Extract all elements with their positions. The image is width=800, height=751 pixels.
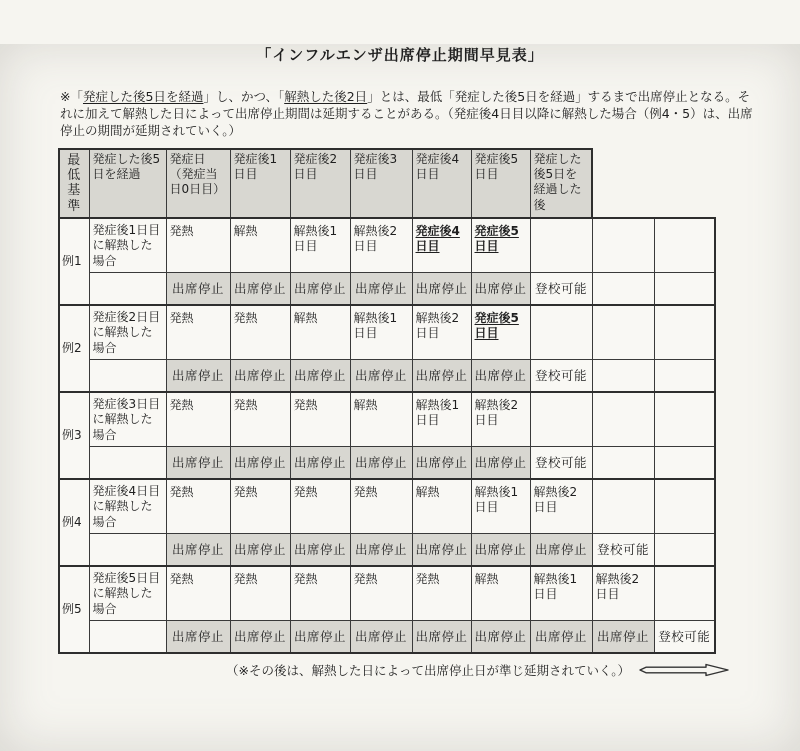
column-header-cell: 発症した後5日を経過した後: [530, 149, 592, 218]
attendance-stop-cell: 出席停止: [290, 621, 350, 653]
empty-cell: [592, 392, 654, 447]
day-state-cell: 解熱: [290, 305, 350, 360]
example-label: 例3: [59, 392, 89, 479]
day-state-cell: 発熱: [230, 479, 290, 534]
day-state-cell: 解熱後1日目: [530, 566, 592, 621]
day-state-cell: 発熱: [166, 305, 230, 360]
attendance-stop-cell: 出席停止: [230, 273, 290, 305]
attendance-stop-cell: 出席停止: [471, 447, 530, 479]
attendance-stop-cell: 出席停止: [412, 447, 471, 479]
day-state-cell: 発熱: [290, 479, 350, 534]
day-state-cell: 発熱: [230, 392, 290, 447]
extension-arrow-icon: [638, 662, 730, 678]
empty-cell: [654, 305, 715, 360]
empty-cell: [654, 447, 715, 479]
column-header-cell: 発症した後5日を経過: [89, 149, 166, 218]
attendance-stop-cell: 出席停止: [471, 621, 530, 653]
day-state-cell: 解熱後1日目: [290, 218, 350, 273]
day-state-cell: 発症後5日目: [471, 218, 530, 273]
attendance-stop-cell: 出席停止: [592, 621, 654, 653]
day-state-cell: 解熱後1日目: [350, 305, 412, 360]
day-state-cell: 発症後4日目: [412, 218, 471, 273]
attendance-ok-cell: 登校可能: [654, 621, 715, 653]
case-empty-cell: [89, 447, 166, 479]
schedule-table: [58, 148, 716, 654]
empty-cell: [654, 218, 715, 273]
document-title: 「インフルエンザ出席停止期間早見表」: [256, 46, 544, 64]
attendance-stop-cell: 出席停止: [290, 273, 350, 305]
attendance-stop-cell: 出席停止: [290, 447, 350, 479]
empty-cell: [592, 479, 654, 534]
note-plain-text: ※「: [60, 89, 83, 104]
attendance-ok-cell: 登校可能: [530, 273, 592, 305]
column-header-cell: 発症後3日目: [350, 149, 412, 218]
example-label: 例5: [59, 566, 89, 653]
empty-cell: [654, 534, 715, 566]
day-state-cell: 発熱: [166, 566, 230, 621]
empty-cell: [592, 360, 654, 392]
attendance-stop-cell: 出席停止: [350, 534, 412, 566]
day-state-cell: 発熱: [166, 479, 230, 534]
day-state-cell: 解熱後1日目: [412, 392, 471, 447]
note-plain-text: 」とは、最低「発症した後5日を経過」するまで出席停止となる。それに加えて解熱した日によって出席停止期間は延期することがある。（発症後4日目以降に解熱した場合（例4・5）は、出席停止の期間が延期されていく。）: [60, 89, 753, 138]
case-empty-cell: [89, 360, 166, 392]
empty-cell: [654, 273, 715, 305]
empty-cell: [530, 305, 592, 360]
attendance-stop-cell: 出席停止: [530, 534, 592, 566]
case-description-cell: 発症後4日目に解熱した場合: [89, 479, 166, 534]
note-underlined-phrase: 解熱した後2日: [284, 89, 368, 104]
day-state-cell: 発熱: [350, 566, 412, 621]
attendance-stop-cell: 出席停止: [290, 534, 350, 566]
corner-header-label: 最低基準: [67, 152, 81, 214]
day-state-cell: 解熱: [230, 218, 290, 273]
attendance-stop-cell: 出席停止: [412, 273, 471, 305]
day-state-cell: 発熱: [166, 392, 230, 447]
case-description-cell: 発症後3日目に解熱した場合: [89, 392, 166, 447]
column-header-cell: 発症後1日目: [230, 149, 290, 218]
example-label: 例1: [59, 218, 89, 305]
day-state-cell: 発熱: [166, 218, 230, 273]
day-state-cell: 発熱: [230, 305, 290, 360]
empty-cell: [592, 218, 654, 273]
attendance-stop-cell: 出席停止: [412, 621, 471, 653]
attendance-stop-cell: 出席停止: [230, 534, 290, 566]
note-underlined-phrase: 発症した後5日を経過: [82, 89, 204, 104]
ghost-cell: [592, 149, 654, 218]
empty-cell: [654, 479, 715, 534]
day-state-cell: 解熱後2日目: [471, 392, 530, 447]
empty-cell: [530, 218, 592, 273]
case-description-cell: 発症後5日目に解熱した場合: [89, 566, 166, 621]
empty-cell: [530, 392, 592, 447]
attendance-ok-cell: 登校可能: [592, 534, 654, 566]
empty-cell: [654, 392, 715, 447]
attendance-stop-cell: 出席停止: [350, 447, 412, 479]
attendance-stop-cell: 出席停止: [350, 273, 412, 305]
case-empty-cell: [89, 621, 166, 653]
day-state-cell: 解熱: [412, 479, 471, 534]
attendance-stop-cell: 出席停止: [166, 534, 230, 566]
attendance-stop-cell: 出席停止: [166, 273, 230, 305]
empty-cell: [654, 360, 715, 392]
attendance-stop-cell: 出席停止: [230, 447, 290, 479]
ghost-cell: [654, 149, 715, 218]
case-description-cell: 発症後2日目に解熱した場合: [89, 305, 166, 360]
attendance-stop-cell: 出席停止: [290, 360, 350, 392]
attendance-stop-cell: 出席停止: [230, 360, 290, 392]
case-empty-cell: [89, 534, 166, 566]
day-state-cell: 発症後5日目: [471, 305, 530, 360]
empty-cell: [592, 305, 654, 360]
attendance-stop-cell: 出席停止: [471, 273, 530, 305]
attendance-ok-cell: 登校可能: [530, 447, 592, 479]
attendance-stop-cell: 出席停止: [350, 360, 412, 392]
attendance-stop-cell: 出席停止: [166, 360, 230, 392]
example-label: 例2: [59, 305, 89, 392]
example-label: 例4: [59, 479, 89, 566]
empty-cell: [592, 273, 654, 305]
attendance-stop-cell: 出席停止: [412, 360, 471, 392]
case-description-cell: 発症後1日目に解熱した場合: [89, 218, 166, 273]
attendance-stop-cell: 出席停止: [412, 534, 471, 566]
column-header-cell: 発症日（発症当日0日目）: [166, 149, 230, 218]
attendance-stop-cell: 出席停止: [230, 621, 290, 653]
empty-cell: [592, 447, 654, 479]
case-empty-cell: [89, 273, 166, 305]
attendance-ok-cell: 登校可能: [530, 360, 592, 392]
day-state-cell: 解熱: [471, 566, 530, 621]
day-state-cell: 解熱後2日目: [530, 479, 592, 534]
note-plain-text: 」し、かつ、「: [203, 89, 285, 104]
column-header-cell: 発症後2日目: [290, 149, 350, 218]
day-state-cell: 発熱: [230, 566, 290, 621]
attendance-stop-cell: 出席停止: [530, 621, 592, 653]
attendance-stop-cell: 出席停止: [350, 621, 412, 653]
day-state-cell: 解熱: [350, 392, 412, 447]
day-state-cell: 解熱後1日目: [471, 479, 530, 534]
corner-header-cell: [59, 149, 89, 218]
day-state-cell: 発熱: [412, 566, 471, 621]
attendance-stop-cell: 出席停止: [166, 447, 230, 479]
day-state-cell: 発熱: [290, 392, 350, 447]
note-text: [60, 89, 755, 140]
column-header-cell: 発症後5日目: [471, 149, 530, 218]
day-state-cell: 発熱: [290, 566, 350, 621]
column-header-cell: 発症後4日目: [412, 149, 471, 218]
day-state-cell: 発熱: [350, 479, 412, 534]
attendance-stop-cell: 出席停止: [471, 534, 530, 566]
attendance-stop-cell: 出席停止: [471, 360, 530, 392]
day-state-cell: 解熱後2日目: [350, 218, 412, 273]
footer-note: （※その後は、解熱した日によって出席停止日が準じ延期されていく。）: [226, 662, 630, 678]
day-state-cell: 解熱後2日目: [592, 566, 654, 621]
day-state-cell: 解熱後2日目: [412, 305, 471, 360]
attendance-stop-cell: 出席停止: [166, 621, 230, 653]
empty-cell: [654, 566, 715, 621]
